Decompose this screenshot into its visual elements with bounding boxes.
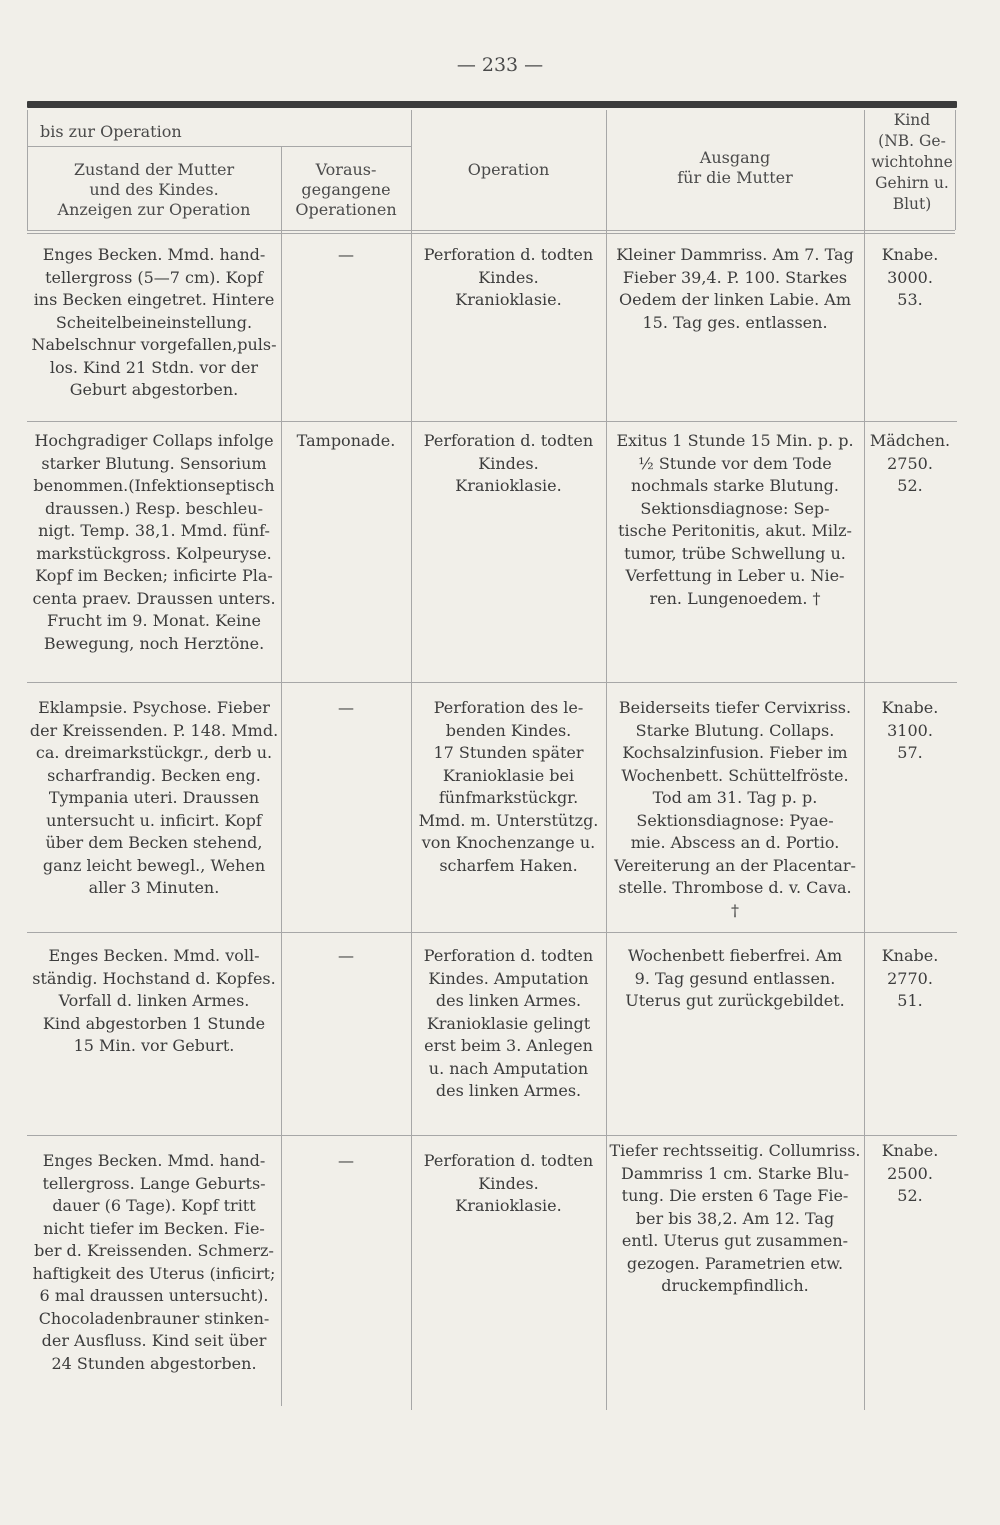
operation-cell: Perforation d. todten Kindes. Kranioklasie. xyxy=(423,245,594,309)
operation-cell: Perforation d. todten Kindes. Amputation des linken Armes. Kranioklasie gelingt erst beim 3. Anlegen u. nach Amputation des linken Armes. xyxy=(423,946,594,1100)
header-col-state: Zustand der Mutter und des Kindes. Anzeigen zur Operation xyxy=(57,160,251,219)
prior-cell: Tamponade. xyxy=(296,431,396,450)
header-col-child: Kind (NB. Ge- wichtohne Gehirn u. Blut) xyxy=(871,111,953,213)
prior-cell: — xyxy=(338,245,354,264)
prior-cell: — xyxy=(338,946,354,965)
header-col-outcome: Ausgang für die Mutter xyxy=(677,148,793,187)
child-cell: Knabe. 2770. 51. xyxy=(881,946,939,1010)
state-cell: Hochgradiger Collaps infolge starker Blutung. Sensorium benommen.(Infektionseptisch draussen.) Resp. beschleu- nigt. Temp. 38,1. Mmd. fünf- markstückgross. Kolpeuryse. Kopf im Becken; inficirte Pla- centa praev. Draussen unters. Frucht im 9. Monat. Keine Bewegung, noch Herztöne. xyxy=(32,431,276,653)
child-cell: Knabe. 3000. 53. xyxy=(881,245,939,309)
child-cell: Mädchen. 2750. 52. xyxy=(869,431,951,495)
state-cell: Enges Becken. Mmd. hand- tellergross (5—7 cm). Kopf ins Becken eingetret. Hintere Scheitelbeineinstellung. Nabelschnur vorgefallen,puls- los. Kind 21 Stdn. vor der Geburt abgestorben. xyxy=(31,245,277,399)
child-cell: Knabe. 2500. 52. xyxy=(881,1141,939,1205)
top-rule xyxy=(27,101,957,108)
state-cell: Enges Becken. Mmd. voll- ständig. Hochstand d. Kopfes. Vorfall d. linken Armes. Kind abgestorben 1 Stunde 15 Min. vor Geburt. xyxy=(32,946,276,1055)
prior-cell: — xyxy=(338,698,354,717)
operation-cell: Perforation d. todten Kindes. Kranioklasie. xyxy=(423,431,594,495)
outcome-cell: Beiderseits tiefer Cervixriss. Starke Blutung. Collaps. Kochsalzinfusion. Fieber im Wochenbett. Schüttelfröste. Tod am 31. Tag p. p. Sektionsdiagnose: Pyae- mie. Abscess an d. Portio. Vereiterung an der Placentar- stelle. Thrombose d. v. Cava. † xyxy=(614,698,856,920)
outcome-cell: Wochenbett fieberfrei. Am 9. Tag gesund entlassen. Uterus gut zurückgebildet. xyxy=(625,946,845,1010)
state-cell: Eklampsie. Psychose. Fieber der Kreissenden. P. 148. Mmd. ca. dreimarkstückgr., derb u. scharfrandig. Becken eng. Tympania uteri. Draussen untersucht u. inficirt. Kopf über dem Becken stehend, ganz leicht bewegl., Wehen aller 3 Minuten. xyxy=(29,698,279,897)
outcome-cell: Kleiner Dammriss. Am 7. Tag Fieber 39,4. P. 100. Starkes Oedem der linken Labie. Am 15. Tag ges. entlassen. xyxy=(616,245,854,332)
header-col-prior: Voraus- gegangene Operationen xyxy=(295,160,397,219)
child-cell: Knabe. 3100. 57. xyxy=(881,698,939,762)
operation-cell: Perforation d. todten Kindes. Kranioklasie. xyxy=(423,1151,594,1215)
prior-cell: — xyxy=(338,1151,354,1170)
outcome-cell: Exitus 1 Stunde 15 Min. p. p. ½ Stunde vor dem Tode nochmals starke Blutung. Sektionsdiagnose: Sep- tische Peritonitis, akut. Milz- tumor, trübe Schwellung u. Verfettung in Leber u. Nie- ren. Lungenoedem. † xyxy=(616,431,854,608)
header-col-operation: Operation xyxy=(467,160,550,179)
operation-cell: Perforation des le- benden Kindes. 17 Stunden später Kranioklasie bei fünfmarkstückgr. Mmd. m. Unterstützg. von Knochenzange u. scharfem Haken. xyxy=(418,698,599,875)
page-number: — 233 — xyxy=(456,54,544,76)
header-group-label: bis zur Operation xyxy=(40,122,182,141)
outcome-cell: Tiefer rechtsseitig. Collumriss. Dammriss 1 cm. Starke Blu- tung. Die ersten 6 Tage Fie- ber bis 38,2. Am 12. Tag entl. Uterus gut zusammen- gezogen. Parametrien etw. druckempfindlich. xyxy=(609,1141,861,1295)
state-cell: Enges Becken. Mmd. hand- tellergross. Lange Geburts- dauer (6 Tage). Kopf tritt nicht tiefer im Becken. Fie- ber d. Kreissenden. Schmerz- haftigkeit des Uterus (inficirt; 6 mal draussen untersucht). Chocoladenbrauner stinken- der Ausfluss. Kind seit über 24 Stunden abgestorben. xyxy=(32,1151,276,1373)
